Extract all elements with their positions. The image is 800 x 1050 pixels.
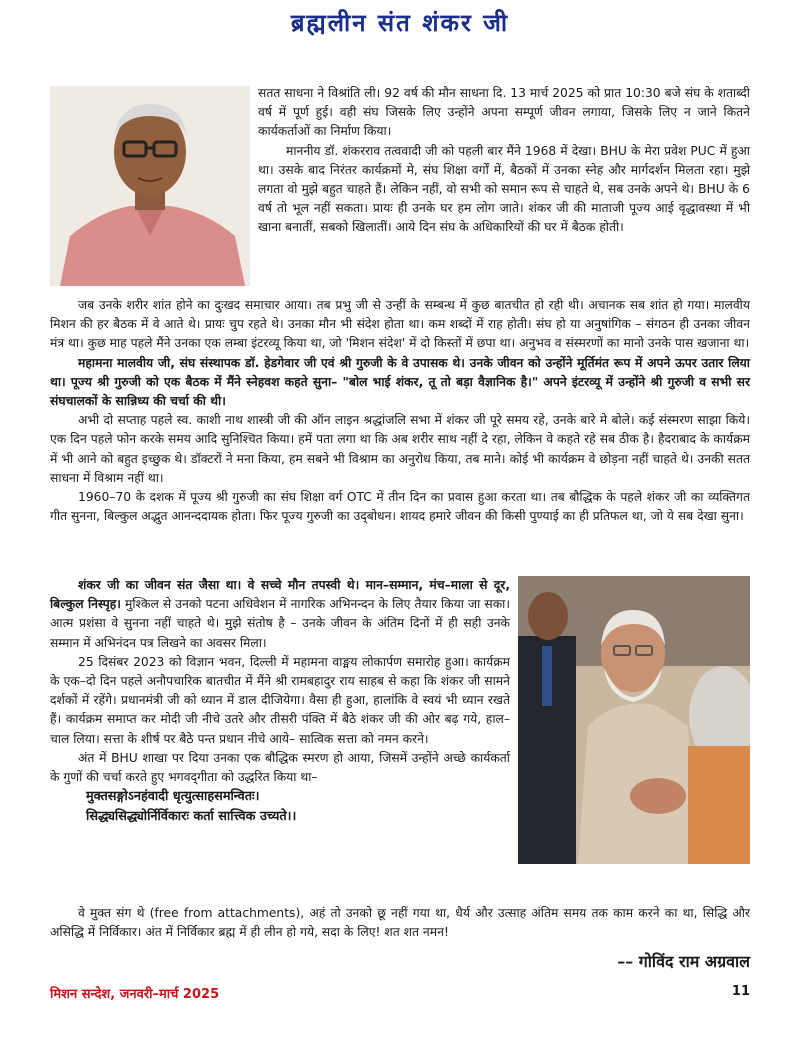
- paragraph-6: 1960–70 के दशक में पूज्य श्री गुरुजी का संघ शिक्षा वर्ग OTC में तीन दिन का प्रवास हुआ करता था। तब बौद्धिक के पहले शंकर जी का व्यक्तिगत गीत सुनना, बिल्कुल अद्भुत आनन्ददायक होता। फिर पूज्य गुरुजी का उद्‌बोधन। शायद हमारे जीवन की किसी पुण्याई का ही प्रतिफल था, जो ये सब देखा सुना।: [50, 490, 750, 524]
- text-block-beside-portrait: [258, 84, 750, 238]
- paragraph-10: वे मुक्त संग थे (free from attachments), अहं तो उनको छू नहीं गया था, धैर्य और उत्साह अंतिम समय तक काम करने का था, सिद्धि और असिद्धि में निर्विकार। अंत में निर्विकार ब्रह्म में ही लीन हो गये, सदा के लिए! शत शत नमन!: [50, 906, 750, 940]
- text-block-closing: [50, 904, 750, 942]
- paragraph-4: महामना मालवीय जी, संघ संस्थापक डॉ. हेडगेवार जी एवं श्री गुरुजी के वे उपासक थे। उनके जीवन को उन्होंने मूर्तिमंत रूप में अपने ऊपर उतार लिया था। पूज्य श्री गुरुजी को एक बैठक में मैंने स्नेहवश कहते सुना– "बोल भाई शंकर, तू तो बड़ा वैज्ञानिक है।" अपने इंटरव्यू में उन्होंने श्री गुरुजी व सभी सर संघचालकों के सान्निध्य की चर्चा की थी।: [50, 355, 750, 409]
- portrait-photo: [50, 86, 250, 286]
- footer-publication: मिशन सन्देश, जनवरी–मार्च 2025: [50, 987, 220, 1002]
- author-signature: –– गोविंद राम अग्रवाल: [617, 952, 750, 971]
- paragraph-5: अभी दो सप्ताह पहले स्व. काशी नाथ शास्त्री जी की ऑन लाइन श्रद्धांजलि सभा में शंकर जी पूरे समय रहे, उनके बारे मे बोले। कई संस्मरण साझा किये। एक दिन पहले फोन करके समय आदि सुनिश्चित किया। हमें पता लगा था कि अब शरीर साथ नहीं दे रहा, लेकिन वे कहते रहे सब ठीक है। हैदराबाद के कार्यक्रम में भी आने को बहुत इच्छुक थे। डॉक्टरों ने मना किया, हम सबने भी विश्राम का अनुरोध किया, तब माने। कोई भी कार्यक्रम वे छोड़ना नहीं चाहते थे। उनकी सतत साधना में विश्राम नहीं था।: [50, 413, 750, 485]
- paragraph-7-bold: शंकर जी का जीवन संत जैसा था। वे सच्चे मौन तपस्वी थे। मान–सम्मान, मंच–माला से दूर, बिल्कुल निस्पृह।: [50, 578, 510, 612]
- gita-verse-line-1: मुक्तसङ्गोऽनहंवादी धृत्युत्साहसमन्वितः।: [86, 789, 260, 805]
- paragraph-2: माननीय डॉ. शंकरराव तत्ववादी जी को पहली बार मैंने 1968 में देखा। BHU के मेरा प्रवेश PUC में हुआ था। उसके बाद निरंतर कार्यक्रमों मे, संघ शिक्षा वर्गों में, बैठकों में उनका स्नेह और मार्गदर्शन मिलता रहा। मुझे लगता वो मुझे बहुत चाहते हैं। लेकिन नहीं, वो सभी को समान रूप से चाहते थे, सब उनके अपने थे। BHU के 6 वर्ष तो भूल नहीं सकता। प्रायः ही उनके घर हम लोग जाते। शंकर जी की माताजी पूज्य आई वृद्धावस्था में भी खाना बनातीं, सबको खिलातीं। आये दिन संघ के अधिकारियों की घर में बैठक होती।: [258, 143, 750, 235]
- page-number: 11: [731, 984, 750, 999]
- paragraph-9: अंत में BHU शाखा पर दिया उनका एक बौद्धिक स्मरण हो आया, जिसमें उन्होंने अच्छे कार्यकर्ता के गुणों की चर्चा करते हुए भगवद्‌गीता को उद्धरित किया था–: [50, 750, 510, 785]
- paragraph-7: [50, 576, 510, 653]
- text-block-full-width: [50, 296, 750, 526]
- article-title: ब्रह्मलीन संत शंकर जी: [290, 8, 510, 37]
- paragraph-1: सतत साधना ने विश्रांति ली। 92 वर्ष की मौन साधना दि. 13 मार्च 2025 को प्रात 10:30 बजे संघ के शताब्दी वर्ष में पूर्ण हुई। वही संघ जिसके लिए उन्होंने अपना सम्पूर्ण जीवन लगाया, जिसके लिए न जाने कितने कार्यकर्ताओं का निर्माण किया।: [258, 86, 750, 139]
- gita-verse-line-2: सिद्ध्यसिद्ध्योर्निर्विकारः कर्ता सात्त्विक उच्यते।।: [86, 809, 297, 825]
- paragraph-8: 25 दिसंबर 2023 को विज्ञान भवन, दिल्ली में महामना वाङ्मय लोकार्पण समारोह हुआ। कार्यक्रम के एक–दो दिन पहले अनौपचारिक बातचीत में मैंने श्री रामबहादुर राय साहब से कहा कि शंकर जी सामने दर्शकों में रहेंगे। प्रधानमंत्री जी को ध्यान में डाल दीजियेगा। वैसा ही हुआ, हालांकि वे स्वयं भी ध्यान रखते हैं। कार्यक्रम समाप्त कर मोदी जी नीचे उतरे और तीसरी पंक्ति में बैठे शंकर जी की ओर बढ़ गये, हाल–चाल लिया। सत्ता के शीर्ष पर बैठे पन्त प्रधान नीचे आये– सात्विक सत्ता को नमन करने।: [50, 654, 510, 746]
- text-block-beside-event-photo: [50, 576, 510, 827]
- paragraph-7-rest: मुश्किल से उनको पटना अधिवेशन में नागरिक अभिनन्दन के लिए तैयार किया जा सका। आत्म प्रशंसा वे सुनना नहीं चाहते थे। मुझे संतोष है – उनके जीवन के अंतिम दिनों में ही सही उनके सम्मान में अभिनंदन पत्र लिखने का अवसर मिला।: [50, 597, 510, 650]
- event-photo: [518, 576, 750, 864]
- paragraph-3: जब उनके शरीर शांत होने का दुःखद समाचार आया। तब प्रभु जी से उन्हीं के सम्बन्ध में कुछ बातचीत हो रही थी। अचानक सब शांत हो गया। मालवीय मिशन की हर बैठक में वे आते थे। प्रायः चुप रहते थे। उनका मौन भी संदेश होता था। कम शब्दों में राह होती। संघ हो या अनुषांगिक – संगठन ही उनका जीवन मंत्र था। कुछ माह पहले मैंने उनका एक लम्बा इंटरव्यू किया था, जो 'मिशन संदेश' में दो किस्तों में छपा था। अनुभव व संस्मरणों का मानो उनके पास खजाना था।: [50, 298, 750, 351]
